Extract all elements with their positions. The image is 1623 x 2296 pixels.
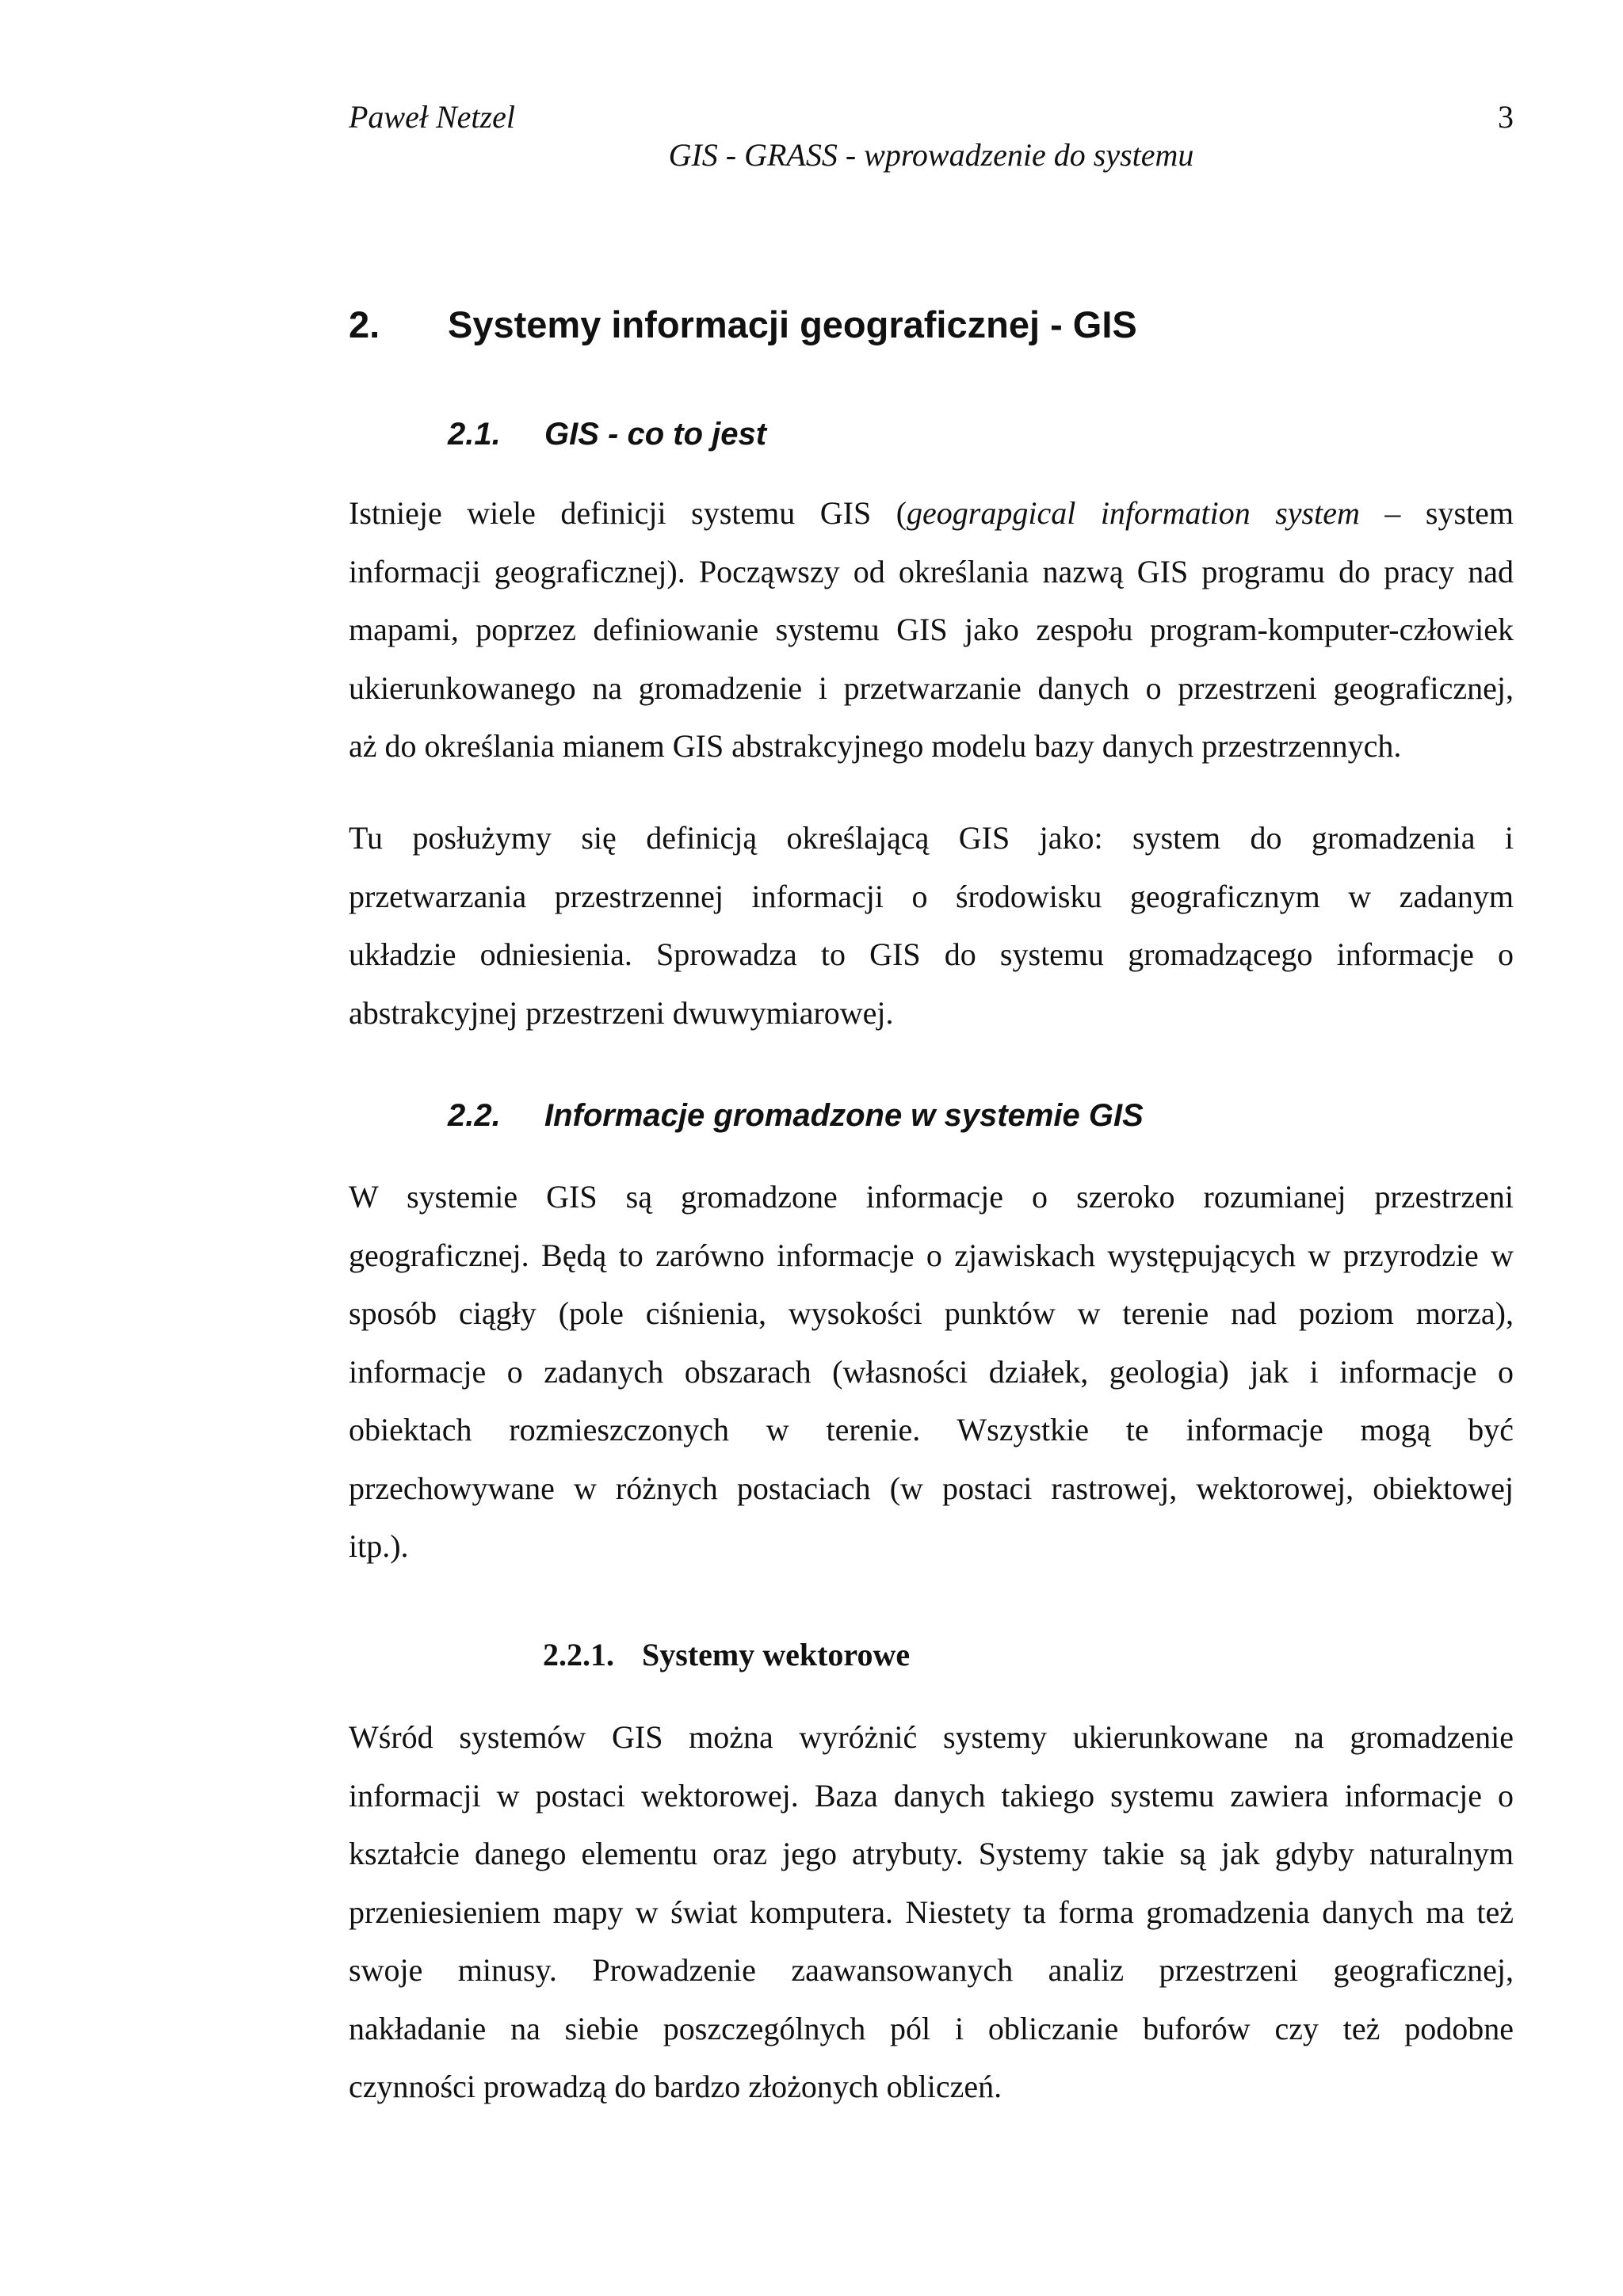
paragraph-line: mapami, poprzez definiowanie systemu GIS jako zespołu program-komputer-człowiek (349, 612, 1514, 647)
paragraph-line: W systemie GIS są gromadzone informacje o szeroko rozumianej przestrzeni (349, 1179, 1514, 1215)
header-author: Paweł Netzel (349, 99, 515, 135)
subsection-heading-2-1 (448, 412, 766, 456)
paragraph-line: kształcie danego elementu oraz jego atrybuty. Systemy takie są jak gdyby naturalnym (349, 1836, 1514, 1871)
subsection-number: 2.1. (448, 417, 501, 452)
section-title: Systemy informacji geograficznej - GIS (448, 303, 1137, 345)
header-title: GIS - GRASS - wprowadzenie do systemu (668, 137, 1194, 173)
paragraph-gis-working-definition (349, 809, 1514, 1042)
paragraph-line: Tu posłużymy się definicją określającą GIS jako: system do gromadzenia i (349, 820, 1514, 856)
paragraph-line: układzie odniesienia. Sprowadza to GIS do systemu gromadzącego informacje o (349, 936, 1514, 972)
paragraph-line: informacji geograficznej). Począwszy od określania nazwą GIS programu do pracy nad (349, 553, 1514, 589)
paragraph-line: Wśród systemów GIS można wyróżnić systemy ukierunkowane na gromadzenie (349, 1719, 1514, 1755)
paragraph-line: obiektach rozmieszczonych w terenie. Wszystkie te informacje mogą być (349, 1412, 1514, 1447)
paragraph-line: itp.). (349, 1528, 409, 1564)
paragraph-line: aż do określania mianem GIS abstrakcyjnego modelu bazy danych przestrzennych. (349, 728, 1402, 764)
subsection-title: Informacje gromadzone w systemie GIS (544, 1098, 1144, 1133)
section-heading (349, 299, 1137, 350)
paragraph-gis-information (349, 1168, 1514, 1576)
paragraph-line: ukierunkowanego na gromadzenie i przetwarzanie danych o przestrzeni geograficznej, (349, 669, 1514, 706)
paragraph-line: sposób ciągły (pole ciśnienia, wysokości punktów w terenie nad poziom morza), (349, 1295, 1514, 1331)
paragraph-line: informacje o zadanych obszarach (własności działek, geologia) jak i informacje o (349, 1353, 1514, 1390)
section-number: 2. (349, 303, 380, 345)
subsubsection-title: Systemy wektorowe (642, 1637, 911, 1672)
subsection-title: GIS - co to jest (544, 417, 767, 452)
paragraph-line: swoje minusy. Prowadzenie zaawansowanych analiz przestrzeni geograficznej, (349, 1952, 1514, 1988)
paragraph-line: geograficznej. Będą to zarówno informacje o zjawiskach występujących w przyrodzie w (349, 1237, 1514, 1273)
paragraph-gis-definitions (349, 484, 1514, 776)
page-number: 3 (1498, 99, 1514, 135)
paragraph-vector-systems (349, 1708, 1514, 2116)
paragraph-line: przechowywane w różnych postaciach (w postaci rastrowej, wektorowej, obiektowej (349, 1470, 1514, 1506)
paragraph-line: abstrakcyjnej przestrzeni dwuwymiarowej. (349, 994, 894, 1031)
paragraph-line: czynności prowadzą do bardzo złożonych obliczeń. (349, 2069, 1002, 2104)
paragraph-line: przeniesieniem mapy w świat komputera. Niestety ta forma gromadzenia danych ma też (349, 1894, 1514, 1930)
paragraph-line: nakładanie na siebie poszczególnych pól i obliczanie buforów czy też podobne (349, 2010, 1514, 2046)
subsection-number: 2.2. (448, 1098, 501, 1133)
paragraph-line: Istnieje wiele definicji systemu GIS (geograpgical information system – system (349, 495, 1514, 531)
italic-term: geograpgical information system (907, 495, 1360, 531)
paragraph-line: informacji w postaci wektorowej. Baza danych takiego systemu zawiera informacje o (349, 1777, 1514, 1814)
subsubsection-heading-2-2-1 (543, 1633, 910, 1677)
subsection-heading-2-2 (448, 1093, 1144, 1138)
paragraph-line: przetwarzania przestrzennej informacji o środowisku geograficznym w zadanym (349, 878, 1514, 914)
subsubsection-number: 2.2.1. (543, 1637, 614, 1672)
